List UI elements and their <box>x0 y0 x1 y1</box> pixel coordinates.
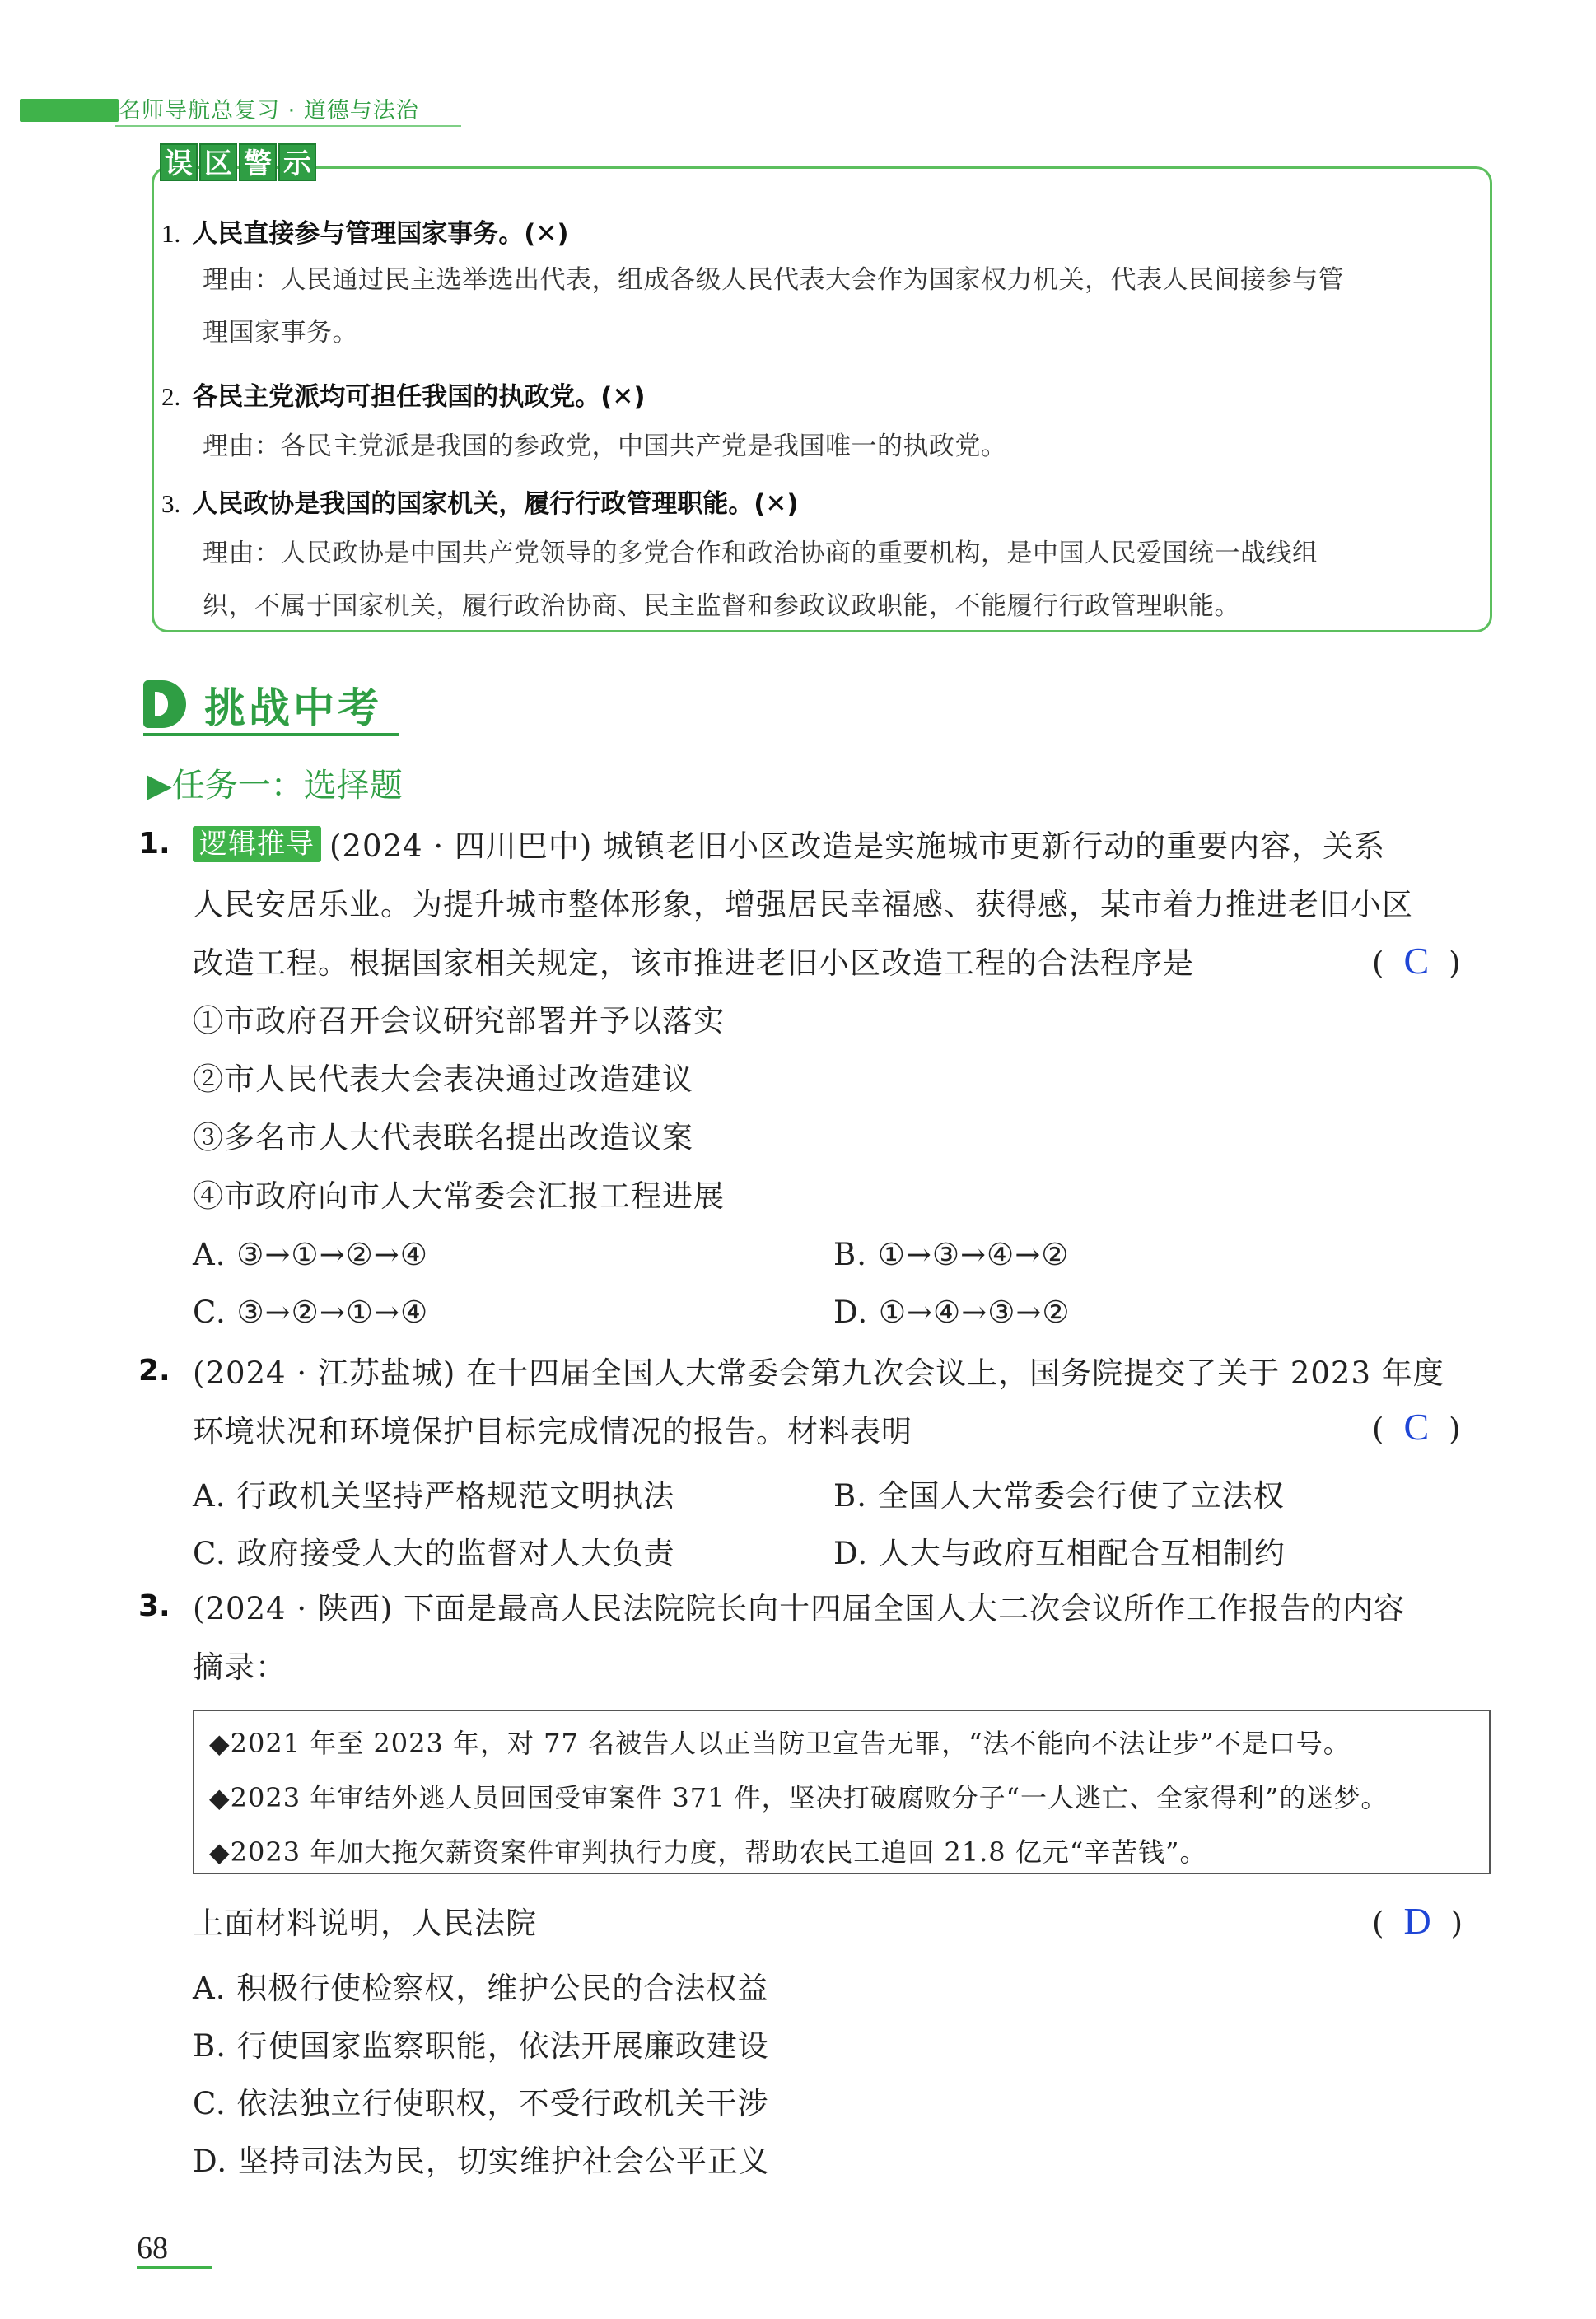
option-b: B. 全国人大常委会行使了立法权 <box>833 1478 1285 1514</box>
question-line: 环境状况和环境保护目标完成情况的报告。材料表明 <box>193 1414 912 1449</box>
question-number: 3. <box>138 1589 170 1623</box>
warning-title <box>160 143 316 181</box>
warning-reason-line: 理由：各民主党派是我国的参政党，中国共产党是我国唯一的执政党。 <box>203 432 1007 461</box>
answer-value: D <box>1403 1900 1431 1942</box>
header-underline <box>115 125 461 127</box>
question-number: 1. <box>138 827 170 861</box>
question-3-stem <box>193 1579 1494 1696</box>
warning-item-reason <box>203 527 1487 632</box>
warning-item-question <box>161 483 799 520</box>
option-c: C. ③→②→①→④ <box>193 1295 429 1330</box>
statement-item: ①市政府召开会议研究部署并予以落实 <box>193 1003 725 1038</box>
header-accent-bar <box>20 99 119 122</box>
question-line: 改造工程。根据国家相关规定，该市推进老旧小区改造工程的合法程序是 <box>193 945 1194 981</box>
option-c: C. 依法独立行使职权，不受行政机关干涉 <box>193 2086 769 2121</box>
section-title: 挑战中考 <box>204 684 382 732</box>
option-d: D. 人大与政府互相配合互相制约 <box>833 1536 1286 1571</box>
option-d: D. ①→④→③→② <box>833 1295 1071 1330</box>
option-a: A. 积极行使检察权，维护公民的合法权益 <box>193 1971 769 2006</box>
statement-item: ②市人民代表大会表决通过改造建议 <box>193 1062 693 1097</box>
question-1-stem <box>193 817 1494 992</box>
option-a: A. 行政机关坚持严格规范文明执法 <box>193 1478 675 1514</box>
statement-item: ③多名市人大代表联名提出改造议案 <box>193 1120 693 1155</box>
answer-bracket: ( C ) <box>1372 1406 1461 1448</box>
warning-title-char: 误 <box>160 143 198 181</box>
material-line: ◆2021 年至 2023 年，对 77 名被告人以正当防卫宣告无罪，“法不能向不法让步”不是口号。 <box>209 1728 1351 1759</box>
answer-value: C <box>1403 940 1430 982</box>
task-heading: ▶任务一：选择题 <box>147 767 403 805</box>
warning-title-char: 警 <box>239 143 277 181</box>
warning-item-question-text: 人民政协是我国的国家机关，履行行政管理职能。(✕) <box>192 489 799 519</box>
warning-item-question <box>161 376 646 413</box>
question-line: 摘录： <box>193 1649 287 1685</box>
warning-title-char: 示 <box>278 143 316 181</box>
answer-value: C <box>1403 1406 1430 1448</box>
warning-item-number: 3. <box>161 489 181 518</box>
option-b: B. ①→③→④→② <box>833 1237 1070 1272</box>
option-c: C. 政府接受人大的监督对人大负责 <box>193 1536 675 1571</box>
question-2-stem <box>193 1344 1494 1461</box>
question-number: 2. <box>138 1354 170 1388</box>
warning-reason-line: 织，不属于国家机关，履行政治协商、民主监督和参政议政职能，不能履行行政管理职能。 <box>203 591 1240 621</box>
running-header: 名师导航总复习 · 道德与法治 <box>119 98 419 124</box>
statement-item: ④市政府向市人大常委会汇报工程进展 <box>193 1178 725 1214</box>
material-line: ◆2023 年加大拖欠薪资案件审判执行力度，帮助农民工追回 21.8 亿元“辛苦钱”。 <box>209 1836 1207 1868</box>
warning-item-number: 1. <box>161 219 181 248</box>
question-tag: 逻辑推导 <box>193 826 321 862</box>
warning-reason-line: 理由：人民通过民主选举选出代表，组成各级人民代表大会作为国家权力机关，代表人民间接参与管 <box>203 265 1344 295</box>
question-3-prompt: 上面材料说明，人民法院 <box>193 1906 537 1941</box>
answer-bracket: ( D ) <box>1372 1900 1463 1942</box>
question-line: (2024 · 江苏盐城) 在十四届全国人大常委会第九次会议上，国务院提交了关于 2023 年度 <box>193 1355 1444 1391</box>
option-d: D. 坚持司法为民，切实维护社会公平正义 <box>193 2144 770 2179</box>
warning-item-number: 2. <box>161 382 181 411</box>
option-a: A. ③→①→②→④ <box>193 1237 428 1272</box>
question-1-items <box>193 992 725 1225</box>
page-number-underline <box>137 2266 212 2269</box>
material-line: ◆2023 年审结外逃人员回国受审案件 371 件，坚决打破腐败分子“一人逃亡、全家得利”的迷梦。 <box>209 1782 1388 1813</box>
warning-title-char: 区 <box>199 143 237 181</box>
answer-bracket: ( C ) <box>1372 940 1461 982</box>
section-underline <box>143 733 399 736</box>
warning-item-question <box>161 212 569 250</box>
warning-reason-line: 理由：人民政协是中国共产党领导的多党合作和政治协商的重要机构，是中国人民爱国统一战线组 <box>203 539 1318 568</box>
warning-reason-line: 理国家事务。 <box>203 318 358 348</box>
question-line: 人民安居乐业。为提升城市整体形象，增强居民幸福感、获得感，某市着力推进老旧小区 <box>193 887 1413 922</box>
page-number: 68 <box>137 2231 168 2265</box>
section-icon <box>143 680 186 728</box>
option-b: B. 行使国家监察职能，依法开展廉政建设 <box>193 2028 769 2064</box>
question-line: (2024 · 陕西) 下面是最高人民法院院长向十四届全国人大二次会议所作工作报告的内容 <box>193 1591 1406 1626</box>
warning-item-reason <box>203 420 1487 473</box>
warning-item-question-text: 各民主党派均可担任我国的执政党。(✕) <box>192 382 646 412</box>
question-line: (2024 · 四川巴中) 城镇老旧小区改造是实施城市更新行动的重要内容，关系 <box>329 828 1386 864</box>
warning-item-question-text: 人民直接参与管理国家事务。(✕) <box>192 219 569 249</box>
warning-item-reason <box>203 254 1487 359</box>
